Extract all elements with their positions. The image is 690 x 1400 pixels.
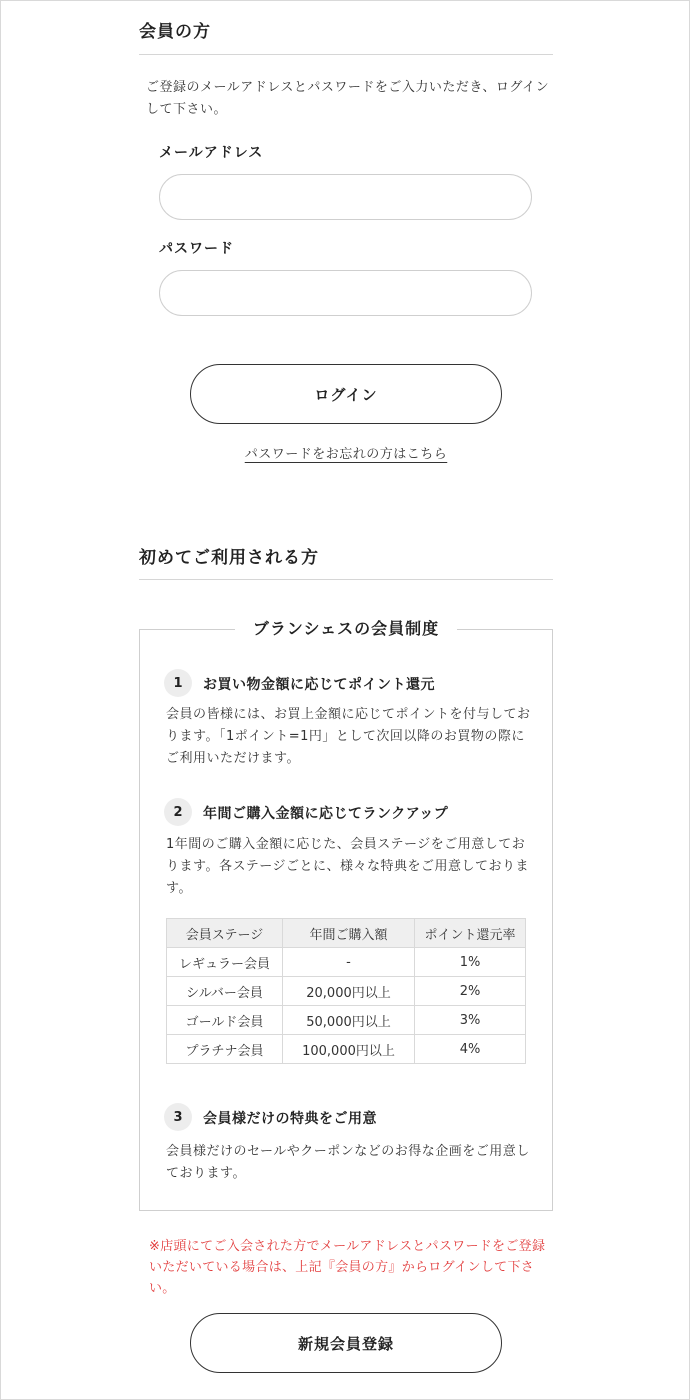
table-cell: レギュラー会員: [167, 948, 283, 977]
table-cell: 20,000円以上: [283, 977, 415, 1006]
table-header-cell: ポイント還元率: [415, 919, 526, 948]
table-row: [167, 1006, 526, 1035]
feature-number-badge: 1: [164, 669, 192, 697]
password-label: パスワード: [159, 241, 234, 257]
table-header-row: [167, 919, 526, 948]
table-row: [167, 948, 526, 977]
member-divider: [139, 54, 553, 55]
membership-box-title: ブランシェスの会員制度: [235, 617, 457, 641]
table-cell: 100,000円以上: [283, 1035, 415, 1064]
table-row: [167, 1035, 526, 1064]
password-input[interactable]: [159, 270, 532, 316]
feature-number-badge: 2: [164, 798, 192, 826]
feature-description: 会員の皆様には、お買上金額に応じてポイントを付与しております。「1ポイント=1円」として次回以降のお買物の際にご利用いただけます。: [166, 707, 531, 766]
table-cell: 4%: [415, 1035, 526, 1064]
feature-title: お買い物金額に応じてポイント還元: [203, 677, 435, 693]
store-member-note: ※店頭にてご入会された方でメールアドレスとパスワードをご登録いただいている場合は、上記『会員の方』からログインして下さい。: [149, 1239, 546, 1296]
member-stage-table: [166, 918, 526, 1064]
table-cell: -: [283, 948, 415, 977]
member-section-title: 会員の方: [139, 22, 211, 42]
login-button[interactable]: ログイン: [190, 364, 502, 424]
table-cell: 2%: [415, 977, 526, 1006]
login-instructions: ご登録のメールアドレスとパスワードをご入力いただき、ログインして下さい。: [146, 80, 550, 117]
feature-title: 年間ご購入金額に応じてランクアップ: [203, 806, 449, 822]
table-header-cell: 会員ステージ: [167, 919, 283, 948]
table-cell: プラチナ会員: [167, 1035, 283, 1064]
table-cell: ゴールド会員: [167, 1006, 283, 1035]
table-cell: 50,000円以上: [283, 1006, 415, 1035]
feature-description: 1年間のご購入金額に応じた、会員ステージをご用意しております。各ステージごとに、様々な特典をご用意しております。: [166, 837, 529, 896]
email-input[interactable]: [159, 174, 532, 220]
feature-title: 会員様だけの特典をご用意: [203, 1111, 377, 1127]
register-button[interactable]: 新規会員登録: [190, 1313, 502, 1373]
first-time-divider: [139, 579, 553, 580]
table-cell: 1%: [415, 948, 526, 977]
table-header-cell: 年間ご購入額: [283, 919, 415, 948]
table-row: [167, 977, 526, 1006]
table-cell: 3%: [415, 1006, 526, 1035]
feature-description: 会員様だけのセールやクーポンなどのお得な企画をご用意しております。: [166, 1144, 530, 1181]
table-cell: シルバー会員: [167, 977, 283, 1006]
forgot-password-link[interactable]: パスワードをお忘れの方はこちら: [244, 447, 448, 462]
first-time-section-title: 初めてご利用される方: [139, 548, 319, 568]
email-label: メールアドレス: [159, 145, 264, 161]
feature-number-badge: 3: [164, 1103, 192, 1131]
